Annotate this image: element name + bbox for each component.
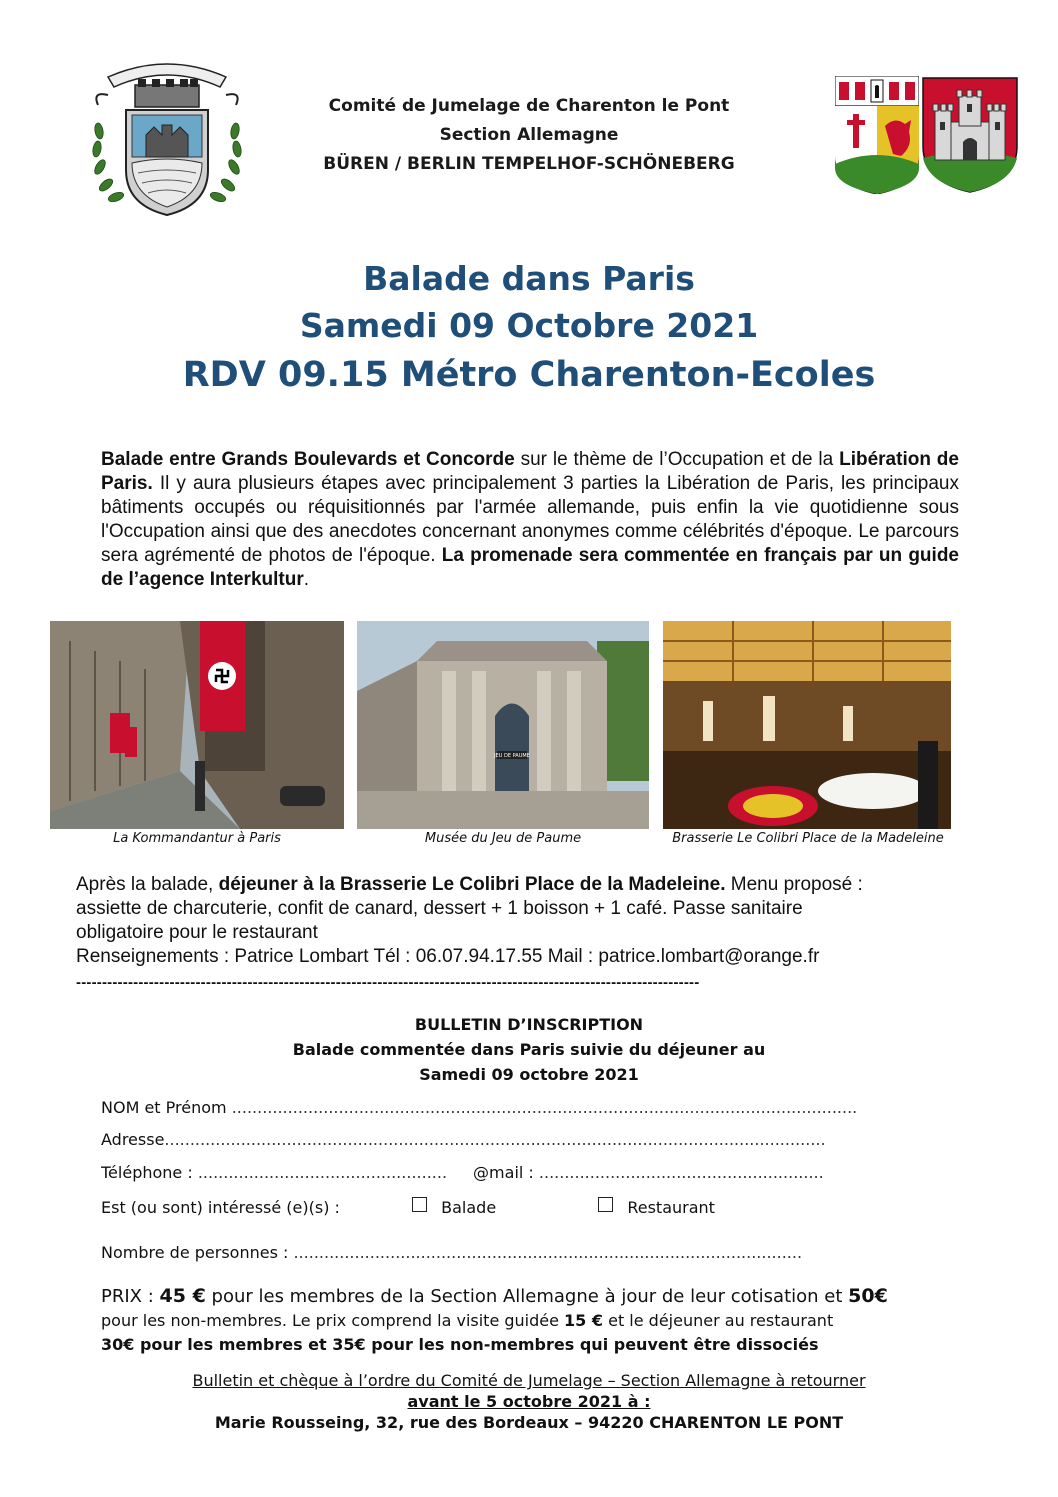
bulletin-subtitle: Balade commentée dans Paris suivie du déjeuner au — [292, 1040, 766, 1059]
lunch-menu-label: Menu proposé : — [725, 874, 863, 895]
form-row-contact — [101, 1161, 961, 1185]
name-field[interactable]: ........................................................................................................................... — [226, 1098, 858, 1117]
bulletin-date: Samedi 09 octobre 2021 — [419, 1065, 639, 1084]
intro-closing-bold: La promenade sera commentée en français par un guide de l’agence Interkultur — [101, 545, 959, 590]
email-field[interactable]: ........................................................ — [538, 1163, 824, 1182]
header-line-cities: BÜREN / BERLIN TEMPELHOF-SCHÖNEBERG — [323, 154, 735, 174]
lunch-prices: 30€ pour les membres et 35€ pour les non-membres qui peuvent être dissociés — [101, 1335, 819, 1354]
form-row-interest — [101, 1196, 961, 1220]
event-date: Samedi 09 Octobre 2021 — [299, 306, 759, 345]
return-address: Marie Rousseing, 32, rue des Bordeaux – 94220 CHARENTON LE PONT — [214, 1413, 844, 1432]
member-price: 45 € — [159, 1285, 206, 1307]
pricing-lunch-text: et le déjeuner au restaurant — [603, 1311, 834, 1330]
pricing-breakdown-text: pour les non-membres. Le prix comprend la visite guidée — [101, 1311, 565, 1330]
phone-field[interactable]: ................................................. — [197, 1163, 448, 1182]
photo-kommandantur — [50, 621, 344, 829]
contact-info: Renseignements : Patrice Lombart Tél : 06.07.94.17.55 Mail : patrice.lombart@orange.fr — [76, 946, 820, 967]
address-field[interactable]: .................................................................................................................................. — [164, 1130, 826, 1149]
museum-sign: JEU DE PAUME — [494, 753, 530, 759]
intro-lead-bold: Balade entre Grands Boulevards et Concorde — [101, 449, 515, 470]
photo-brasserie-colibri — [663, 621, 951, 829]
event-title: Balade dans Paris — [363, 259, 695, 298]
lunch-paragraph — [76, 873, 960, 969]
return-line-1: Bulletin et chèque à l’ordre du Comité de Jumelage – Section Allemagne à retourner — [192, 1371, 866, 1390]
intro-body: Il y aura plusieurs étapes avec principalement 3 parties la Libération de Paris, les principaux bâtiments occupés ou réquisitionnés par l'armée allemande, puis enfin la vie quotidienne sous l'Occupation ainsi que des anecdotes concernant anonymes comme célébrités d'époque. Le parcours sera agrémenté de photos de l'époque. — [101, 473, 959, 566]
pricing-line-2 — [101, 1309, 961, 1333]
form-row-address — [101, 1128, 961, 1152]
registration-heading — [0, 1012, 1058, 1087]
email-label: @mail : — [473, 1163, 539, 1182]
lunch-line-1 — [76, 873, 960, 897]
cut-separator: ------------------------------------------------------------------------------------------------------------------------ — [76, 974, 700, 991]
photo-jeu-de-paume — [357, 621, 649, 829]
lunch-pre: Après la balade, — [76, 874, 219, 895]
caption-jeu-de-paume: Musée du Jeu de Paume — [424, 831, 582, 846]
nonmember-price: 50€ — [848, 1285, 888, 1307]
count-field[interactable]: .................................................................................................... — [293, 1243, 803, 1262]
header-line-section: Section Allemagne — [439, 125, 619, 145]
intro-paragraph — [101, 448, 959, 592]
visit-price: 15 € — [564, 1311, 604, 1330]
balade-option-label: Balade — [441, 1198, 497, 1217]
caption-brasserie: Brasserie Le Colibri Place de la Madeleine — [672, 831, 944, 846]
return-deadline: avant le 5 octobre 2021 à : — [407, 1392, 651, 1411]
intro-lead-rest: sur le thème de l’Occupation et de la — [514, 449, 840, 470]
pricing-prefix: PRIX : — [101, 1286, 160, 1307]
event-title-block — [0, 255, 1058, 401]
pricing-paragraph — [101, 1284, 961, 1357]
balade-checkbox[interactable] — [412, 1197, 427, 1212]
event-meeting-point: RDV 09.15 Métro Charenton-Ecoles — [182, 355, 876, 395]
header-line-committee: Comité de Jumelage de Charenton le Pont — [328, 96, 730, 116]
pricing-line-1 — [101, 1284, 961, 1309]
member-price-text: pour les membres de la Section Allemagne à jour de leur cotisation et — [205, 1286, 849, 1307]
bulletin-title: BULLETIN D’INSCRIPTION — [414, 1015, 644, 1034]
interest-label: Est (ou sont) intéressé (e)(s) : — [101, 1198, 340, 1217]
lunch-line-3: obligatoire pour le restaurant — [76, 922, 318, 943]
phone-label: Téléphone : — [101, 1163, 198, 1182]
restaurant-option-label: Restaurant — [627, 1198, 715, 1217]
name-label: NOM et Prénom — [101, 1098, 227, 1117]
lunch-line-2: assiette de charcuterie, confit de canard, dessert + 1 boisson + 1 café. Passe sanitaire — [76, 898, 803, 919]
return-instructions — [0, 1370, 1058, 1433]
intro-lead-bold2: Libération de Paris. — [101, 449, 959, 494]
intro-closing-end: . — [303, 569, 310, 590]
lunch-venue: déjeuner à la Brasserie Le Colibri Place de la Madeleine. — [218, 874, 726, 895]
form-row-name — [101, 1096, 961, 1120]
form-row-count — [101, 1241, 961, 1265]
organisation-header — [0, 92, 1058, 179]
restaurant-checkbox[interactable] — [598, 1197, 613, 1212]
address-label: Adresse — [101, 1130, 165, 1149]
caption-kommandantur: La Kommandantur à Paris — [113, 831, 281, 846]
count-label: Nombre de personnes : — [101, 1243, 294, 1262]
